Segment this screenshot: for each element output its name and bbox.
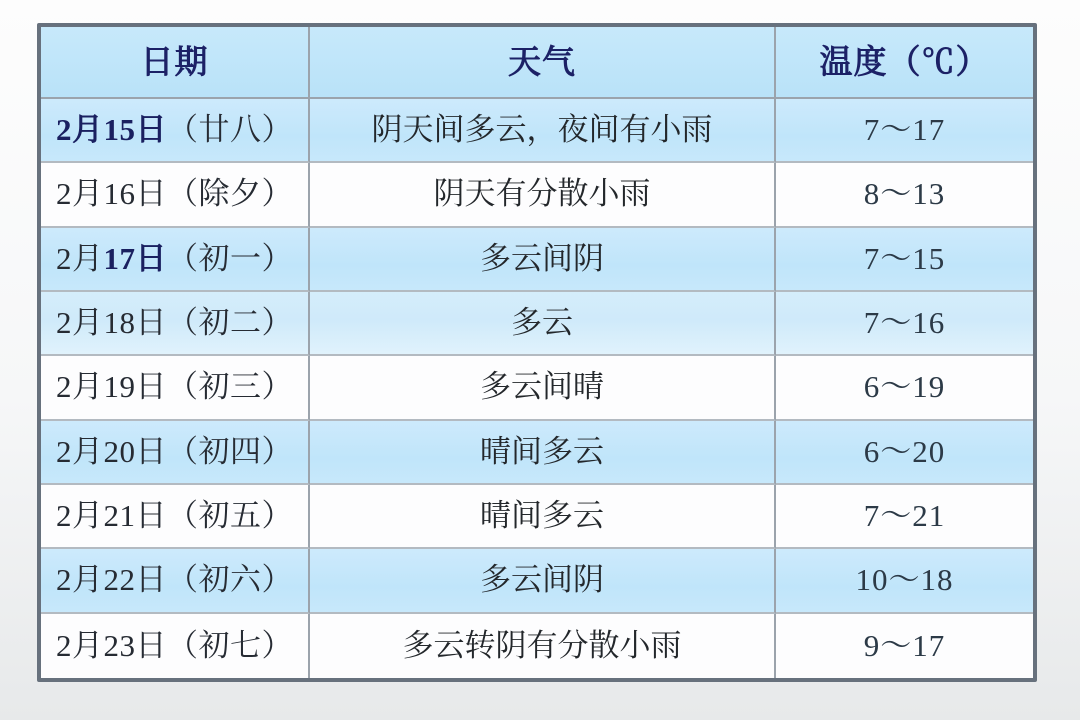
table-row-temperature	[776, 421, 1033, 485]
temperature-text: 9～17	[863, 627, 946, 663]
date-text: 2月18日（初二）	[56, 305, 293, 341]
weather-text: 多云间阴	[480, 240, 604, 276]
weather-text: 多云转阴有分散小雨	[402, 627, 682, 663]
table-row-weather	[310, 549, 776, 613]
weather-text: 阴天有分散小雨	[433, 176, 651, 212]
temperature-text: 7～21	[863, 498, 946, 534]
temperature-text: 8～13	[863, 176, 946, 212]
table-row-date	[41, 421, 310, 485]
table-row-weather	[310, 356, 776, 420]
table-row-temperature	[776, 549, 1033, 613]
table-row-temperature	[776, 163, 1033, 227]
table-row-date	[41, 228, 310, 292]
table-row-date	[41, 99, 310, 163]
weather-text: 多云间晴	[480, 369, 604, 405]
date-text: （廿八）	[167, 112, 293, 148]
table-row-temperature	[776, 614, 1033, 678]
weather-text: 多云间阴	[480, 562, 604, 598]
date-text: 2月22日（初六）	[56, 562, 293, 598]
date-text: 2月23日（初七）	[56, 627, 293, 663]
table-row-weather	[310, 485, 776, 549]
table-row-date	[41, 163, 310, 227]
column-header-date	[41, 27, 310, 99]
table-row-temperature	[776, 292, 1033, 356]
date-text: 2月21日（初五）	[56, 498, 293, 534]
table-row-weather	[310, 99, 776, 163]
temperature-text: 10～18	[855, 562, 954, 598]
weather-forecast-table	[37, 23, 1037, 682]
table-row-temperature	[776, 99, 1033, 163]
temperature-text: 7～17	[863, 112, 946, 148]
date-text: 2月16日（除夕）	[56, 176, 293, 212]
date-text: （初一）	[167, 240, 293, 276]
table-row-date	[41, 485, 310, 549]
weather-text: 阴天间多云，夜间有小雨	[371, 112, 713, 148]
table-row-date	[41, 292, 310, 356]
column-header-temperature	[776, 27, 1033, 99]
weather-text: 晴间多云	[480, 433, 604, 469]
column-header-weather-label: 天气	[508, 42, 576, 80]
weather-text: 晴间多云	[480, 498, 604, 534]
date-text-bold: 2月15日	[56, 112, 167, 148]
table-row-date	[41, 614, 310, 678]
temperature-text: 6～20	[863, 433, 946, 469]
table-row-weather	[310, 228, 776, 292]
table-row-temperature	[776, 228, 1033, 292]
temperature-text: 7～16	[863, 305, 946, 341]
table-row-date	[41, 356, 310, 420]
table-row-temperature	[776, 356, 1033, 420]
table-row-weather	[310, 421, 776, 485]
table-row-weather	[310, 292, 776, 356]
date-text: 2月	[56, 240, 104, 276]
column-header-temperature-label: 温度（℃）	[819, 42, 990, 80]
temperature-text: 6～19	[863, 369, 946, 405]
column-header-date-label: 日期	[140, 42, 209, 80]
temperature-text: 7～15	[863, 240, 946, 276]
column-header-weather	[310, 27, 776, 99]
date-text: 2月20日（初四）	[56, 433, 293, 469]
table-row-weather	[310, 163, 776, 227]
weather-text: 多云	[511, 305, 573, 341]
table-row-temperature	[776, 485, 1033, 549]
date-text: 2月19日（初三）	[56, 369, 293, 405]
table-row-weather	[310, 614, 776, 678]
table-row-date	[41, 549, 310, 613]
date-text-bold: 17日	[103, 240, 167, 276]
